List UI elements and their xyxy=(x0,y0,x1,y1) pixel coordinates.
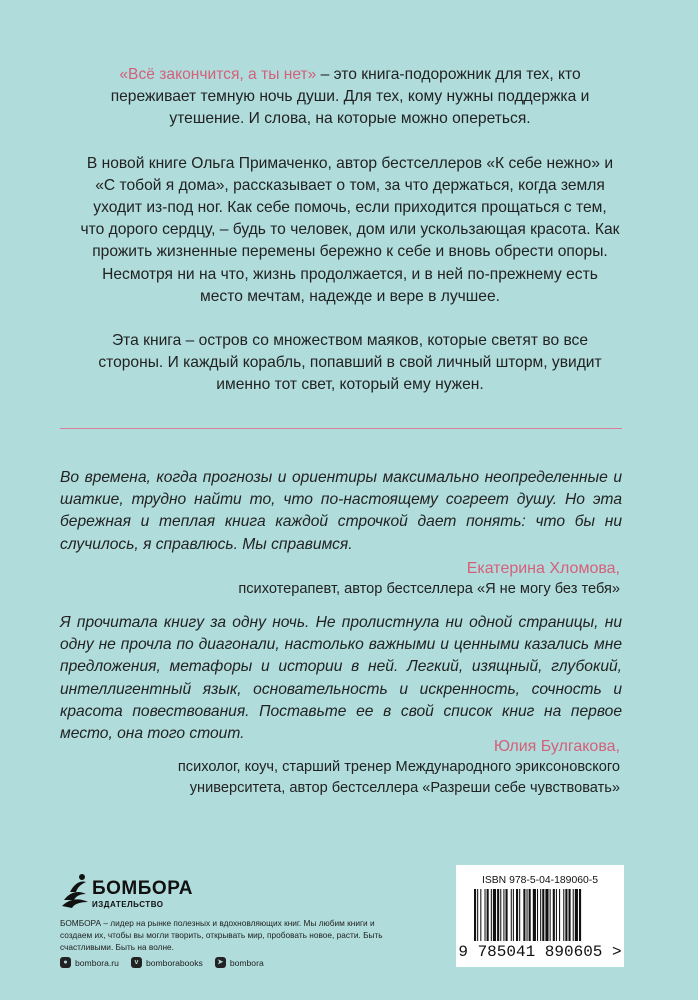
barcode-bar xyxy=(511,889,512,941)
barcode-bar xyxy=(477,889,478,941)
barcode-bar xyxy=(491,889,492,941)
barcode-bar xyxy=(565,889,567,941)
review-text: Я прочитала книгу за одну ночь. Не пролистнула ни одной страницы, ни одну не прочла по диагонали, настолько важными и ценными казались мне предложения, метафоры и истории в ней. Легкий, изящный, глубокий, интеллигентный язык, основательность и искренность, сочность и красота повествования. Поставьте ее в свой список книг на первое место, она того стоит. xyxy=(60,614,622,743)
blurb-paragraph-1-text: – это книга-подорожник для тех, кто переживает темную ночь души. Для тех, кому нужны поддержка и утешение. И слова, на которые можно опереться. xyxy=(110,66,590,128)
social-website[interactable] xyxy=(60,957,119,968)
barcode-bar xyxy=(503,889,504,941)
lighthouse-wave-icon xyxy=(60,872,90,912)
barcode-bar xyxy=(579,889,581,941)
barcode-bar xyxy=(516,889,518,941)
barcode-bar xyxy=(519,889,520,941)
reviewer-name: Екатерина Хломова, xyxy=(466,560,620,577)
barcode-bar xyxy=(533,889,536,941)
barcode-bar xyxy=(540,889,541,941)
social-telegram[interactable] xyxy=(215,957,264,968)
social-label: bombora.ru xyxy=(75,957,119,968)
publisher-description: БОМБОРА – лидер на рынке полезных и вдохновляющих книг. Мы любим книги и создаем их, чтобы вы могли творить, открывать мир, пробовать новое, расти. Быть счастливыми. Быть на волне. xyxy=(60,918,383,953)
barcode xyxy=(474,889,608,943)
barcode-bar xyxy=(556,889,557,941)
barcode-bar xyxy=(497,889,499,941)
review-1-author xyxy=(238,558,620,600)
review-2-author xyxy=(178,736,620,799)
barcode-bar xyxy=(493,889,496,941)
barcode-bar xyxy=(550,889,551,941)
barcode-bar xyxy=(527,889,528,941)
globe-icon: ● xyxy=(60,957,71,968)
blurb-paragraph-2: В новой книге Ольга Примаченко, автор бестселлеров «К себе нежно» и «С тобой я дома», рассказывает о том, за что держаться, когда земля уходит из-под ног. Как себе помочь, если приходится прощаться с тем, что дорого сердцу, – будь то человек, дом или ускользающая красота. Как прожить жизненные перемены бережно к себе и вновь обрести опоры. Несмотря ни на что, жизнь продолжается, и в ней по-прежнему есть место мечтам, надежде и вере в лучшее. xyxy=(80,154,620,305)
book-title-quote: «Всё закончится, а ты нет» xyxy=(119,66,317,83)
barcode-bar xyxy=(559,889,560,941)
barcode-bar xyxy=(569,889,571,941)
barcode-bar xyxy=(563,889,564,941)
review-2 xyxy=(60,612,622,745)
publisher-logo xyxy=(60,872,193,916)
isbn-number: ISBN 978-5-04-189060-5 xyxy=(481,875,599,886)
barcode-bar xyxy=(500,889,501,941)
barcode-bar xyxy=(487,889,489,941)
social-label: bombora xyxy=(229,957,264,968)
ean-digits: 9 785041 890605 > xyxy=(458,943,622,961)
reviewer-role-line-1: психолог, коуч, старший тренер Международного эриксоновского xyxy=(177,759,620,775)
barcode-bar xyxy=(537,889,538,941)
barcode-bar xyxy=(485,889,486,941)
barcode-bar xyxy=(506,889,508,941)
barcode-bar xyxy=(474,889,476,941)
barcode-bar xyxy=(542,889,544,941)
barcode-bar xyxy=(545,889,548,941)
reviewer-name: Юлия Булгакова, xyxy=(493,738,620,755)
reviewer-role: психотерапевт, автор бестселлера «Я не могу без тебя» xyxy=(238,581,620,597)
social-label: bomborabooks xyxy=(145,957,203,968)
barcode-bar xyxy=(573,889,574,941)
barcode-bar xyxy=(480,889,481,941)
reviewer-role-line-2: университета, автор бестселлера «Разреши себе чувствовать» xyxy=(189,780,620,796)
barcode-bar xyxy=(553,889,555,941)
blurb-paragraph-1 xyxy=(80,64,620,131)
telegram-icon: ➤ xyxy=(215,957,226,968)
review-text: Во времена, когда прогнозы и ориентиры максимально неопределенные и шаткие, трудно найти то, что по-настоящему согреет душу. Но эта бережная и теплая книга каждой строчкой дает понять: что бы ни случилось, я справлюсь. Мы справимся. xyxy=(60,469,622,553)
blurb xyxy=(80,64,620,419)
vk-icon: v xyxy=(131,957,142,968)
barcode-panel xyxy=(456,865,624,967)
barcode-bar xyxy=(523,889,525,941)
review-1 xyxy=(60,467,622,556)
section-divider xyxy=(60,428,622,429)
social-vk[interactable] xyxy=(131,957,203,968)
barcode-bar xyxy=(529,889,531,941)
social-links xyxy=(60,957,264,968)
barcode-bar xyxy=(575,889,578,941)
publisher-name: БОМБОРА xyxy=(92,878,193,899)
blurb-paragraph-3: Эта книга – остров со множеством маяков, которые светят во все стороны. И каждый корабль, попавший в свой личный шторм, увидит именно тот свет, который ему нужен. xyxy=(98,332,602,394)
publisher-subtitle: ИЗДАТЕЛЬСТВО xyxy=(92,900,164,909)
barcode-bar xyxy=(513,889,514,941)
